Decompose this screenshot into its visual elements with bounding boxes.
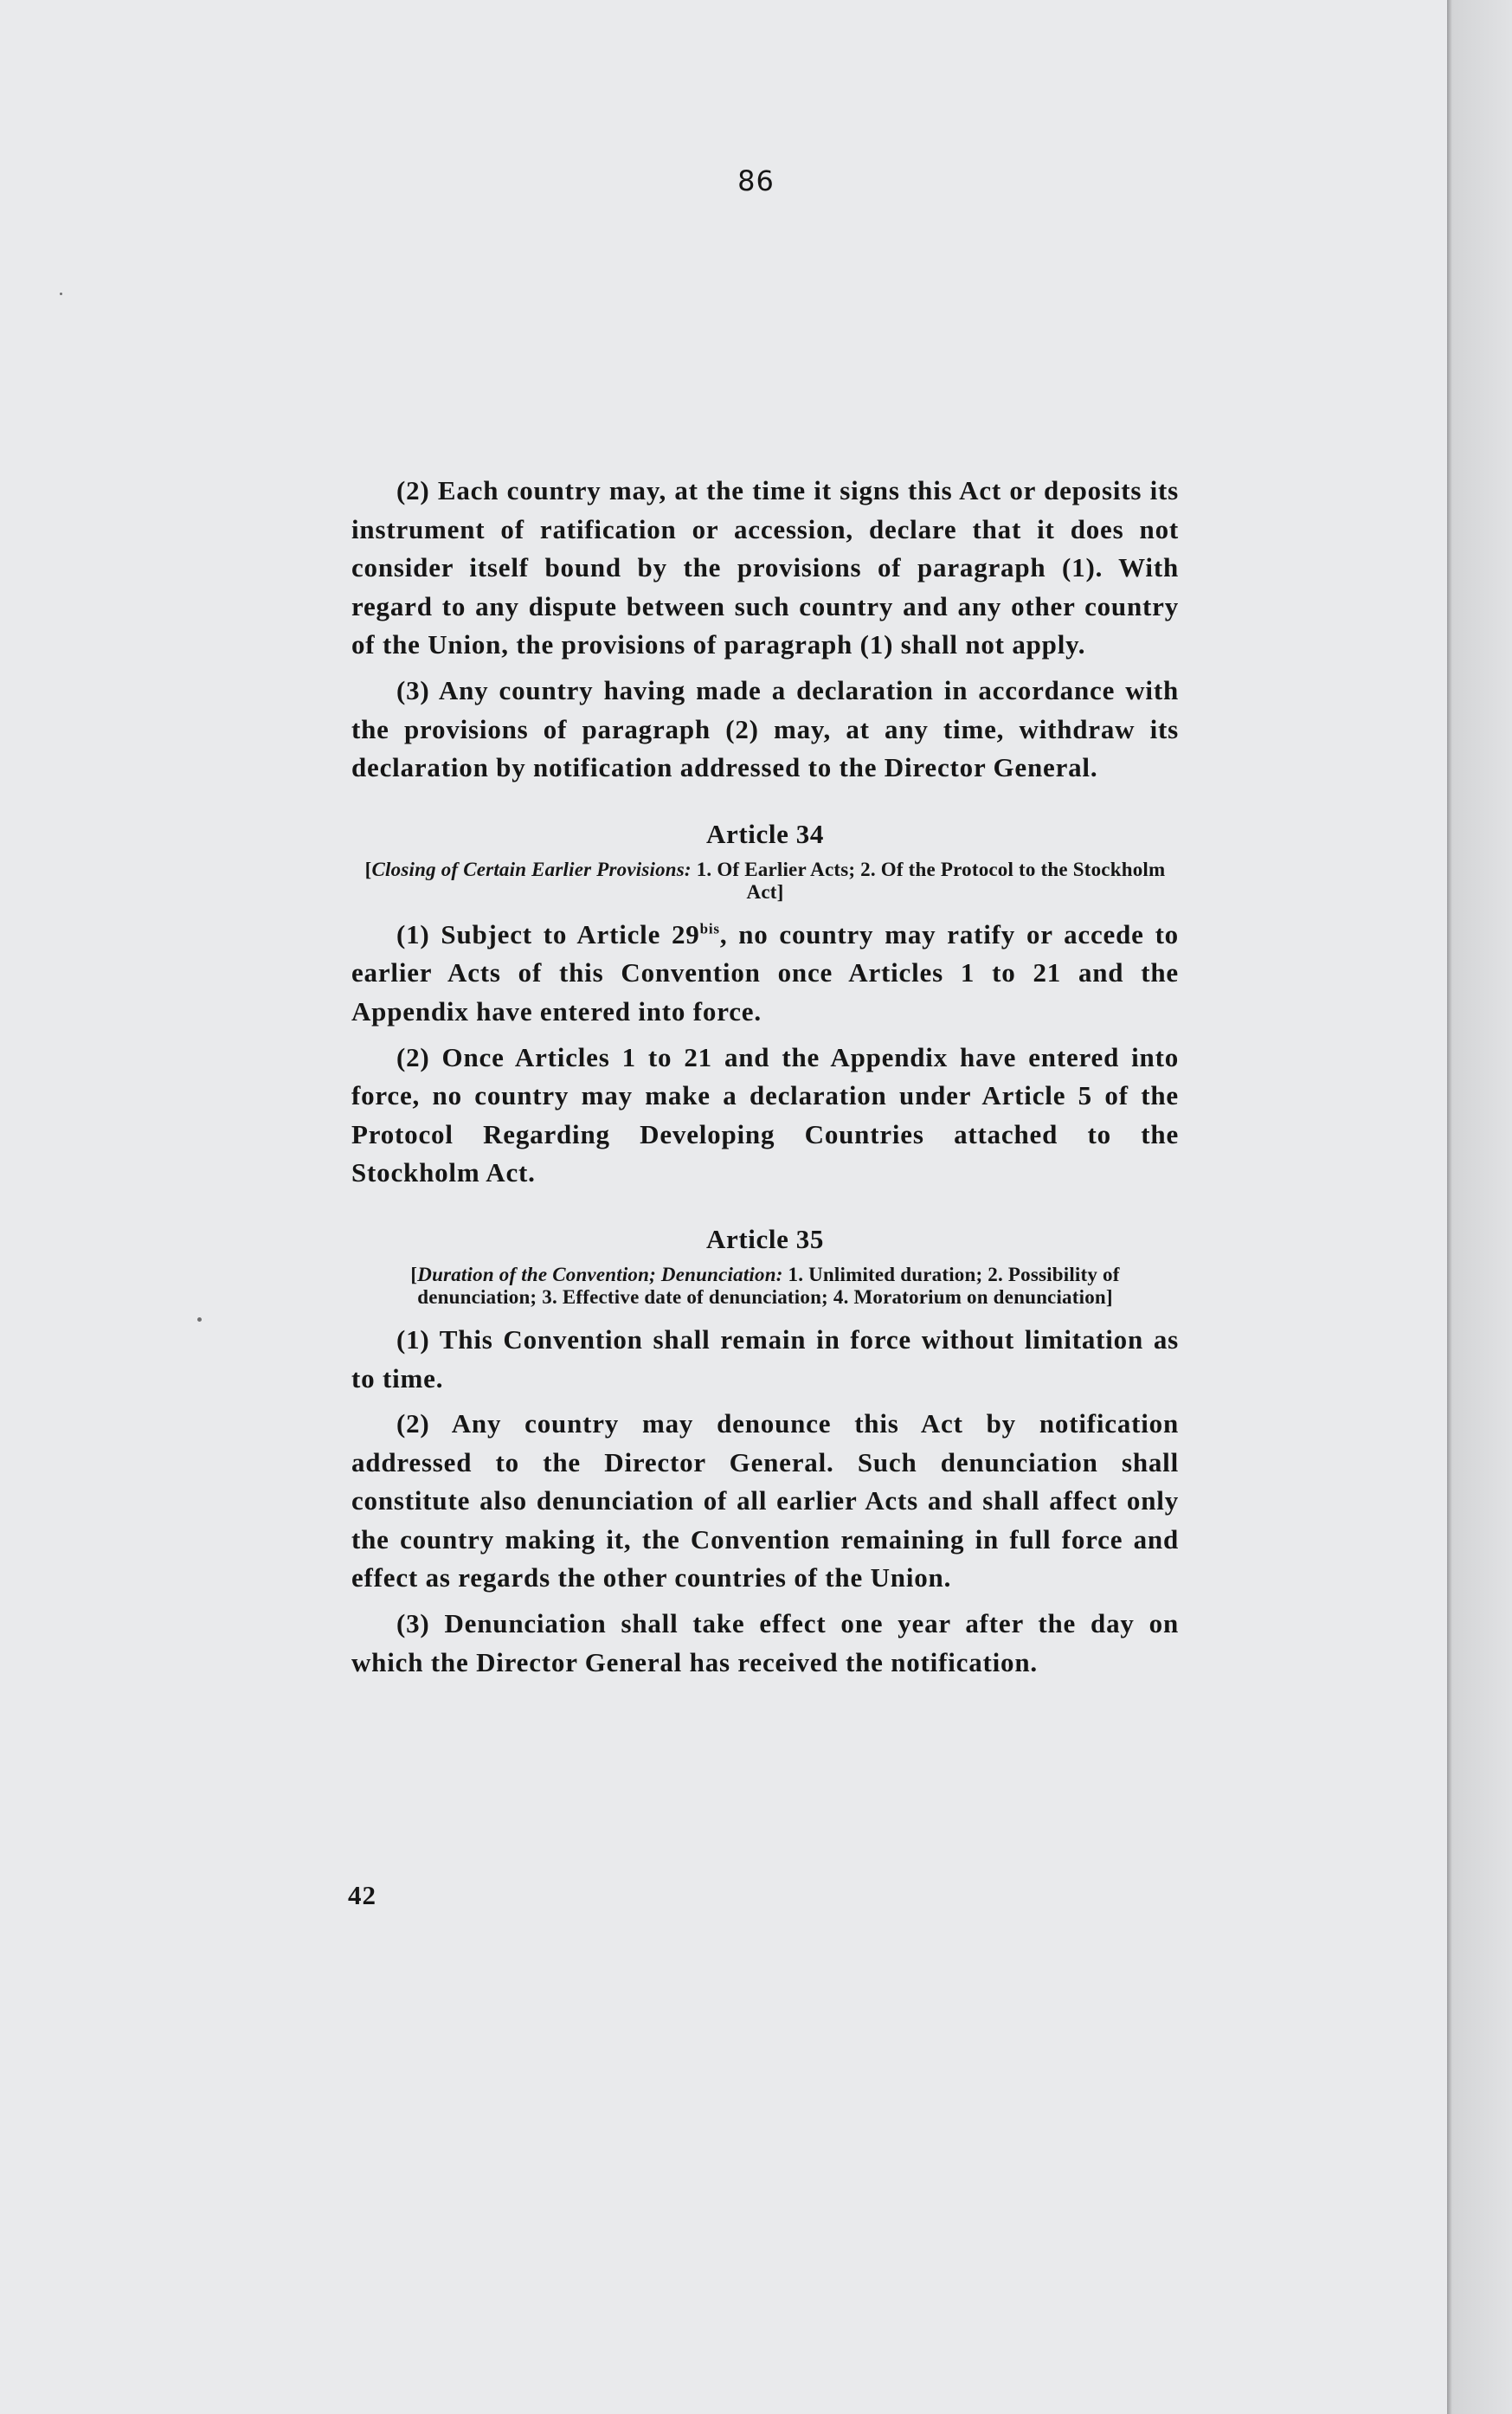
paragraph: (1) This Convention shall remain in force without limitation as to time. xyxy=(351,1323,1179,1394)
paragraph: (3) Any country having made a declaration in accordance with the provisions of paragraph (2) may, at any time, withdraw its declaration by notification addressed to the Director General. xyxy=(351,674,1179,783)
paragraph: (2) Once Articles 1 to 21 and the Appendix have entered into force, no country may make a declaration under Article 5 of the Protocol Regarding Developing Countries attached to the Stockholm Act. xyxy=(351,1041,1179,1188)
scan-speck xyxy=(197,1317,202,1322)
top-page-number: 86 xyxy=(737,164,775,197)
superscript: bis xyxy=(699,920,720,937)
article-35-note: [Duration of the Convention; Denunciation: 1. Unlimited duration; 2. Possibility of denunciation; 3. Effective date of denunciation; 4. Moratorium on denunciation] xyxy=(410,1263,1120,1308)
article-35-heading: Article 35 xyxy=(706,1223,824,1254)
paragraph: (3) Denunciation shall take effect one year after the day on which the Director General has received the notification. xyxy=(351,1608,1179,1677)
paragraph: (2) Any country may denounce this Act by notification addressed to the Director General. Such denunciation shall constitute also denunciation of all earlier Acts and shall affect only the country making it, the Convention remaining in full force and effect as regards the other countries of the Union. xyxy=(351,1408,1179,1593)
paragraph: (2) Each country may, at the time it signs this Act or deposits its instrument of ratification or accession, declare that it does not consider itself bound by the provisions of paragraph (1). With regard to any dispute between such country and any other country of the Union, the provisions of paragraph (1) shall not apply. xyxy=(351,475,1179,660)
scan-speck xyxy=(60,293,62,295)
page-binding-edge xyxy=(1447,0,1512,2414)
document-body xyxy=(351,472,1179,1689)
paragraph: (1) Subject to Article $29^{bis}$, no country may ratify or accede to earlier Acts of this Convention once Articles 1 to 21 and the Appendix have entered into force. xyxy=(351,918,1179,1027)
article-34-heading: Article 34 xyxy=(706,818,824,849)
article-34-note: [Closing of Certain Earlier Provisions: 1. Of Earlier Acts; 2. Of the Protocol to the Stockholm Act] xyxy=(364,858,1166,903)
bottom-page-number: 42 xyxy=(348,1880,376,1910)
